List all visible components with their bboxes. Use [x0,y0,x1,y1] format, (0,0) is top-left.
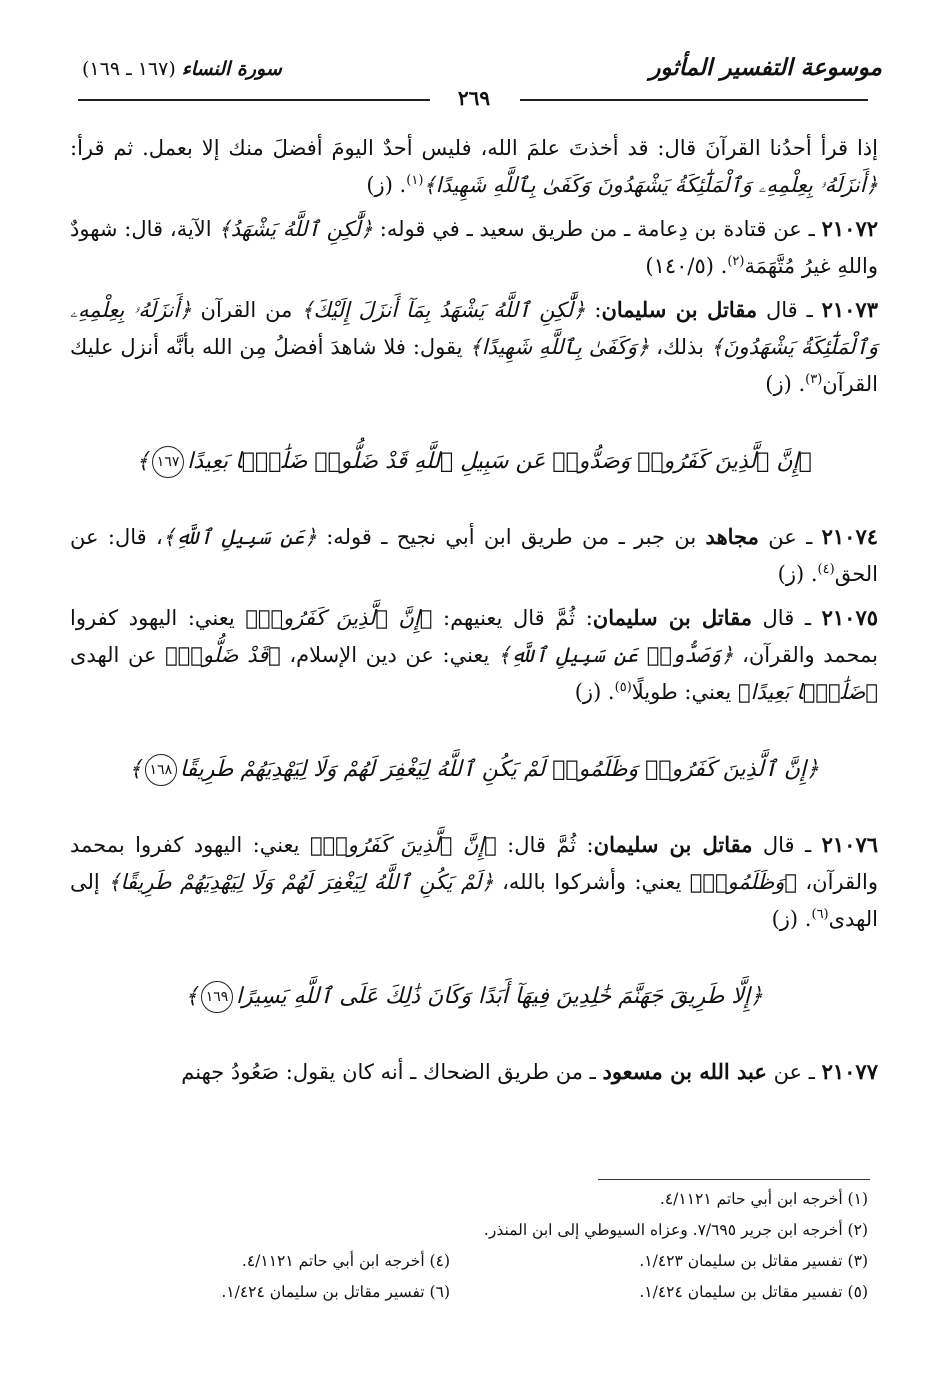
surah-name: سورة النساء [181,58,282,80]
ayah-number-marker: ١٦٩ [201,981,233,1013]
text-run: يعني: عن دين الإسلام، [280,643,498,667]
footnote-ref: (٥) [614,680,632,695]
text-run: ـ عن قتادة بن دِعامة ـ من طريق سعيد ـ في قوله: [372,217,822,241]
narration-entry [70,518,878,593]
text-run: : ثُمَّ قال يعنيهم: [432,606,593,630]
footnote-1: (١) أخرجه ابن أبي حاتم ٤/١١٢١. [659,1190,868,1208]
narration-entry [70,599,878,711]
text-run: يعني: اليهود كفروا بمحمد والقرآن، [70,833,879,894]
quran-verse-heading [70,751,878,788]
verse-close-bracket: ﴾ [128,757,142,782]
entry-number: ٢١٠٧٣ [821,297,878,322]
footnote-2: (٢) أخرجه ابن جرير ٧/٦٩٥. وعزاه السيوطي إلى ابن المنذر. [483,1221,868,1239]
text-run: إلى الهدى [70,870,878,931]
text-run: بذلك، [649,335,711,359]
footnote-ref: (١) [406,173,424,188]
footnote-ref: (٢) [727,254,745,269]
running-header-surah [82,58,282,88]
quran-verse-heading [70,443,878,480]
text-run: . (١٤٠/٥) [645,254,728,278]
narrator-name: عبد الله بن مسعود [602,1059,767,1084]
narration-entry [70,291,878,403]
main-text [70,130,878,1097]
text-run: : ثُمَّ قال: [496,833,594,857]
ayah-number-marker: ١٦٨ [145,754,177,786]
text-run: يعني: اليهود كفروا بمحمد والقرآن، [70,606,878,667]
entry-number: ٢١٠٧٤ [821,524,879,549]
verse-range: (١٦٧ ـ ١٦٩) [82,58,176,80]
quran-quote: ﴿قَدْ ضَلُّوا۟﴾ [165,643,281,667]
narration-entry [70,826,878,938]
text-run: ـ عن [766,1060,822,1084]
quran-quote: ﴿لَّٰكِنِ ٱللَّهُ يَشْهَدُ بِمَآ أَنزَلَ إِلَيْكَ﴾ [301,298,586,322]
text-run: . (ز) [777,562,818,586]
text-run: : [585,298,602,322]
entry-number: ٢١٠٧٧ [821,1059,878,1084]
text-run: يعني: وأشركوا بالله، [493,870,690,894]
text-run: ـ قال [751,606,822,630]
text-run: عن الهدى [70,643,166,667]
verse-close-bracket: ﴾ [185,984,198,1009]
verse-close-bracket: ﴾ [136,449,150,474]
ayah-number-marker: ١٦٧ [152,446,184,478]
running-header-book-title: موسوعة التفسير المأثور [649,54,882,81]
entry-number: ٢١٠٧٦ [821,832,879,857]
text-run: يعني: طويلًا [631,680,738,704]
text-run: ـ قال [752,833,822,857]
footnote-5: (٥) تفسير مقاتل بن سليمان ١/٤٢٤. [639,1283,868,1301]
narration-entry [70,1053,878,1091]
entry-number: ٢١٠٧٢ [821,216,879,241]
text-run: ـ عن [758,525,822,549]
page-number: ٢٦٩ [457,86,491,110]
quran-verse-heading [70,978,878,1015]
footnote-separator [598,1179,870,1180]
quran-quote: ﴿وَصَدُّوا۟ عَن سَبِيلِ ٱللَّهِ﴾ [497,643,734,667]
text-run: ـ من طريق الضحاك ـ أنه كان يقول: صَعُودُ جهنم [181,1060,603,1084]
footnote-ref: (٣) [805,372,823,387]
text-run: . (ز) [574,680,615,704]
quran-quote: ﴿أَنزَلَهُۥ بِعِلْمِهِۦ وَٱلْمَلَٰٓئِكَةُ يَشْهَدُونَ وَكَفَىٰ بِٱللَّهِ شَهِيدًا﴾ [423,173,878,197]
verse-text: ﴿إِنَّ ٱلَّذِينَ كَفَرُوا۟ وَظَلَمُوا۟ لَمْ يَكُنِ ٱللَّهُ لِيَغْفِرَ لَهُمْ وَلَا لِيَهْدِيَهُمْ طَرِيقًا [179,757,820,782]
quran-quote: ﴿وَظَلَمُوا۟﴾ [689,870,797,894]
footnote-ref: (٦) [811,907,829,922]
narrator-name: مقاتل بن سليمان [592,605,752,630]
narrator-name: مقاتل بن سليمان [601,297,758,322]
text-run: . (ز) [765,372,806,396]
text-run: . (ز) [366,173,407,197]
text-run: ـ قال [757,298,822,322]
text-run: الآية، قال: شهودٌ واللهِ غيرُ مُتَّهَمَة [70,217,878,278]
quran-quote: ﴿وَكَفَىٰ بِٱللَّهِ شَهِيدًا﴾ [469,335,650,359]
quran-quote: ﴿لَمْ يَكُنِ ٱللَّهُ لِيَغْفِرَ لَهُمْ وَلَا لِيَهْدِيَهُمْ طَرِيقًا﴾ [108,870,494,894]
text-run: إذا قرأ أحدُنا القرآنَ قال: قد أخذتَ علمَ الله، فليس أحدٌ اليومَ أفضلَ منك إلا بعمل. ثم قرأ: [70,136,878,160]
text-run: بن جبر ـ من طريق ابن أبي نجيح ـ قوله: [316,525,706,549]
narration-continuation [70,130,878,204]
footnote-ref: (٤) [817,562,835,577]
verse-text: ﴿إِنَّ ٱلَّذِينَ كَفَرُوا۟ وَصَدُّوا۟ عَن سَبِيلِ ٱللَّهِ قَدْ ضَلُّوا۟ ضَلَٰلًۢا بَعِيدًا [187,449,812,474]
text-run: يقول: فلا شاهدَ أفضلُ مِن الله بأنَّه أنزل عليك القرآن [70,335,878,396]
quran-quote: ﴿لَّٰكِنِ ٱللَّهُ يَشْهَدُ﴾ [218,217,373,241]
footnote-4: (٤) أخرجه ابن أبي حاتم ٤/١١٢١. [241,1252,450,1270]
verse-text: ﴿إِلَّا طَرِيقَ جَهَنَّمَ خَٰلِدِينَ فِيهَآ أَبَدًا وَكَانَ ذَٰلِكَ عَلَى ٱللَّهِ يَسِيرًا [236,984,763,1009]
text-run: من القرآن [191,298,302,322]
narration-entry [70,210,878,285]
narrator-name: مقاتل بن سليمان [593,832,753,857]
entry-number: ٢١٠٧٥ [821,605,879,630]
footnote-3: (٣) تفسير مقاتل بن سليمان ١/٤٢٣. [639,1252,868,1270]
quran-quote: ﴿عَن سَبِيلِ ٱللَّهِ﴾ [162,525,317,549]
text-run: . (ز) [771,907,812,931]
quran-quote: ﴿ضَلَٰلًۢا بَعِيدًا﴾ [737,680,878,704]
footnote-6: (٦) تفسير مقاتل بن سليمان ١/٤٢٤. [221,1283,450,1301]
text-run: ، قال: عن الحق [70,525,878,586]
quran-quote: ﴿إِنَّ ٱلَّذِينَ كَفَرُوا۟﴾ [245,606,433,630]
quran-quote: ﴿إِنَّ ٱلَّذِينَ كَفَرُوا۟﴾ [309,833,497,857]
narrator-name: مجاهد [705,524,759,549]
quran-quote: ﴿أَنزَلَهُۥ بِعِلْمِهِۦ وَٱلْمَلَٰٓئِكَةُ يَشْهَدُونَ﴾ [70,298,878,359]
